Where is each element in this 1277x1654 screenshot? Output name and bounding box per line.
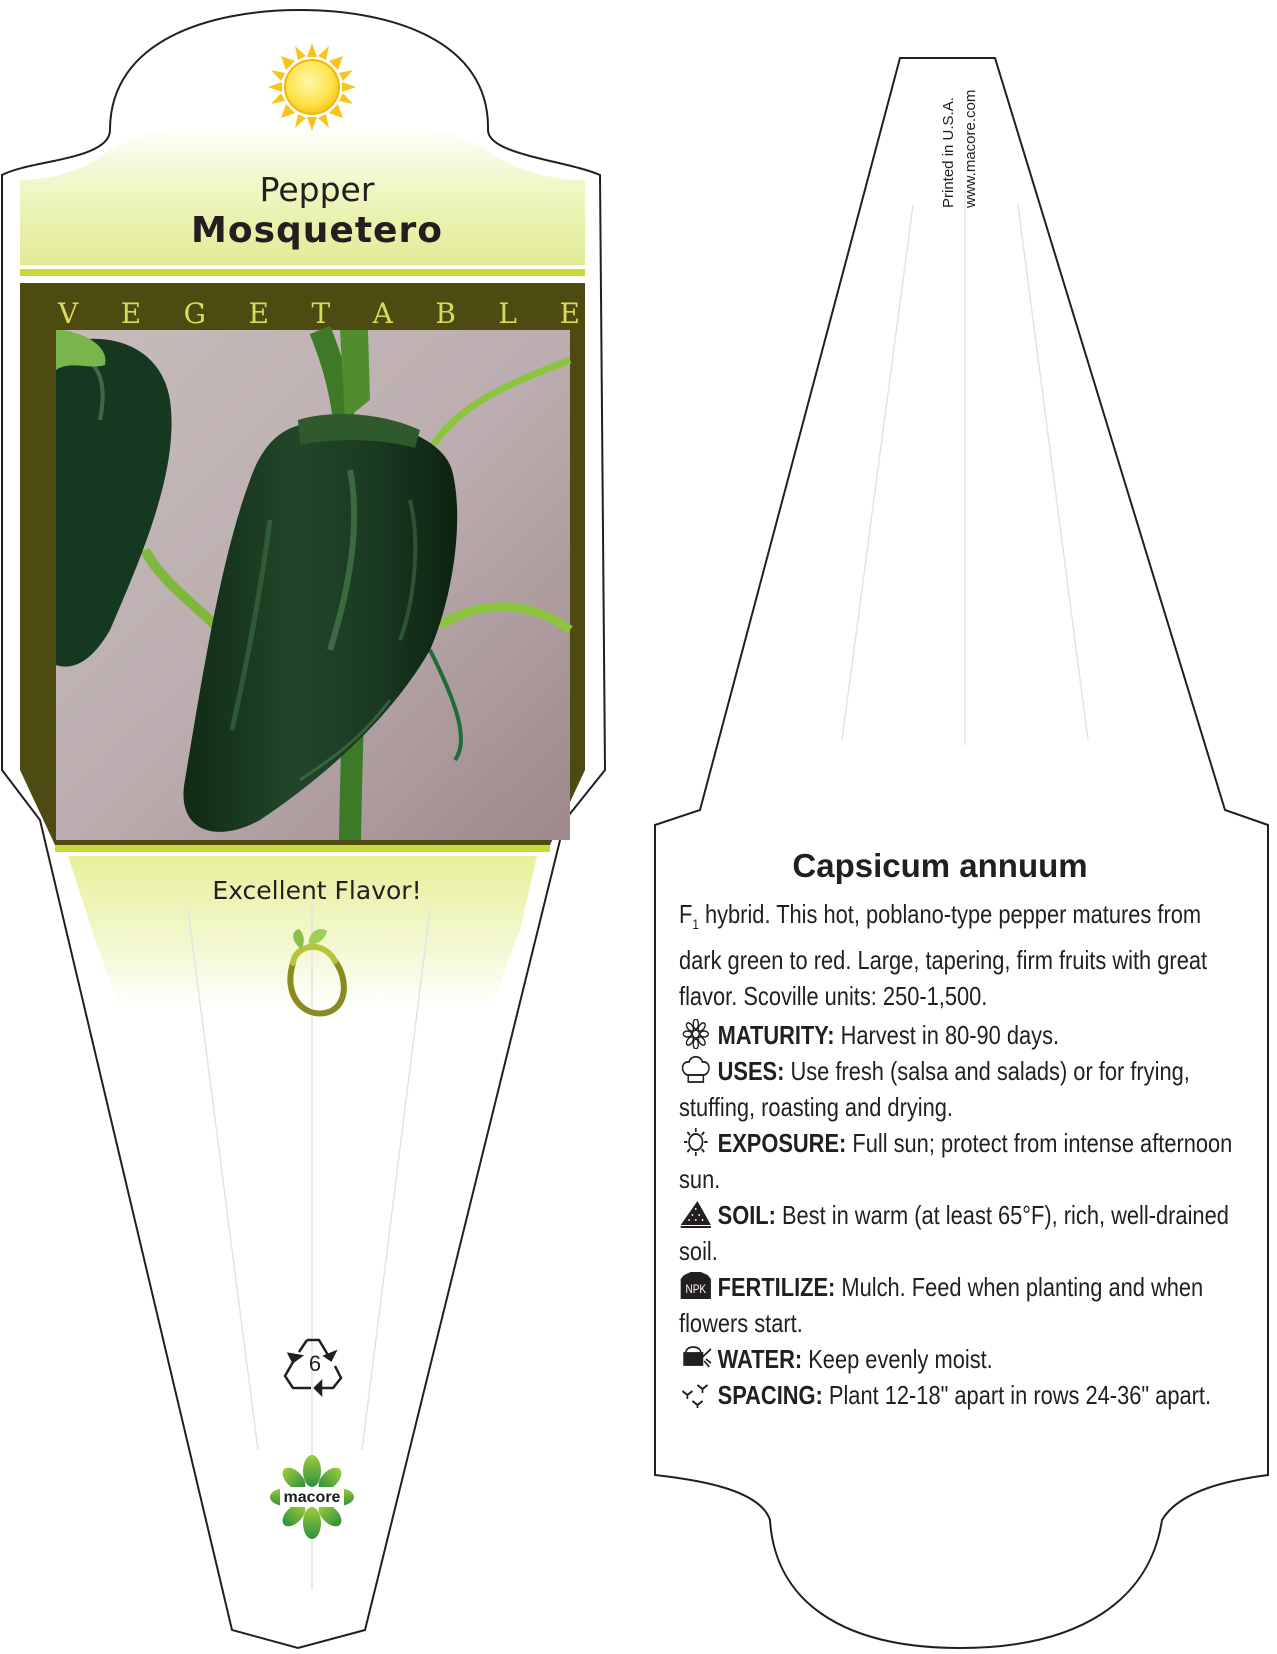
category-letter: E [559,297,580,330]
care-label: SOIL: [717,1200,776,1230]
npk-icon [679,1271,713,1301]
category-letter: E [248,297,269,330]
care-label: MATURITY: [717,1020,835,1050]
flower-icon [679,1019,713,1049]
species-name: Capsicum annuum [792,847,1088,884]
care-item-spacing [679,1377,1247,1413]
sun-outline-icon [679,1127,713,1157]
printed-in: Printed in U.S.A. [940,97,957,208]
care-label: USES: [717,1056,785,1086]
care-label: WATER: [717,1344,803,1374]
description-text: hybrid. This hot, poblano-type pepper matures from dark green to red. Large, tapering, firm fruits with great flavor. Scoville units: 250-1,500. [679,899,1208,1012]
care-item-water [679,1341,1247,1377]
category-letter: A [372,297,393,330]
category-letter: B [435,297,456,330]
category-letter: T [311,297,331,330]
npk-label: NPK [685,1283,707,1297]
sun-icon [268,43,356,131]
chef-hat-icon [679,1055,713,1085]
care-text: Plant 12-18" apart in rows 24-36" apart. [822,1380,1212,1410]
hybrid-f: F [679,899,693,929]
care-text: Full sun; protect from intense afternoon sun. [679,1128,1233,1194]
care-text: Best in warm (at least 65°F), rich, well-drained soil. [679,1200,1229,1266]
hybrid-generation: 1 [692,916,699,933]
care-label: FERTILIZE: [717,1272,836,1302]
printed-info [940,58,985,218]
recycle-number: 6 [308,1351,322,1376]
care-label: SPACING: [717,1380,823,1410]
category-letter: E [120,297,142,330]
name-band-rule [20,269,585,276]
care-text: Mulch. Feed when planting and when flowers start. [679,1272,1204,1338]
care-label: EXPOSURE: [717,1128,847,1158]
soil-pile-icon [679,1199,713,1229]
tagline-band-rule [55,845,550,852]
variety-name: Mosquetero [191,210,443,251]
care-item-fertilize [679,1269,1247,1341]
care-item-uses [679,1053,1247,1125]
care-item-maturity [679,1017,1247,1053]
website: www.macore.com [962,89,979,208]
pepper-photo [56,330,570,840]
tagline: Excellent Flavor! [212,876,422,905]
category-label [58,297,580,333]
care-list [679,1003,1247,1413]
category-letter: L [498,297,517,330]
common-name: Pepper [259,170,375,209]
care-item-soil [679,1197,1247,1269]
watering-can-icon [679,1343,713,1373]
category-letter: V [58,297,79,330]
care-item-exposure [679,1125,1247,1197]
category-letter: G [183,297,207,330]
description [679,896,1247,1014]
brand-logo-text: macore [283,1489,341,1506]
care-text: Keep evenly moist. [802,1344,993,1374]
care-text: Harvest in 80-90 days. [834,1020,1060,1050]
seedlings-icon [679,1379,713,1409]
care-text: Use fresh (salsa and salads) or for frying, stuffing, roasting and drying. [679,1056,1190,1122]
